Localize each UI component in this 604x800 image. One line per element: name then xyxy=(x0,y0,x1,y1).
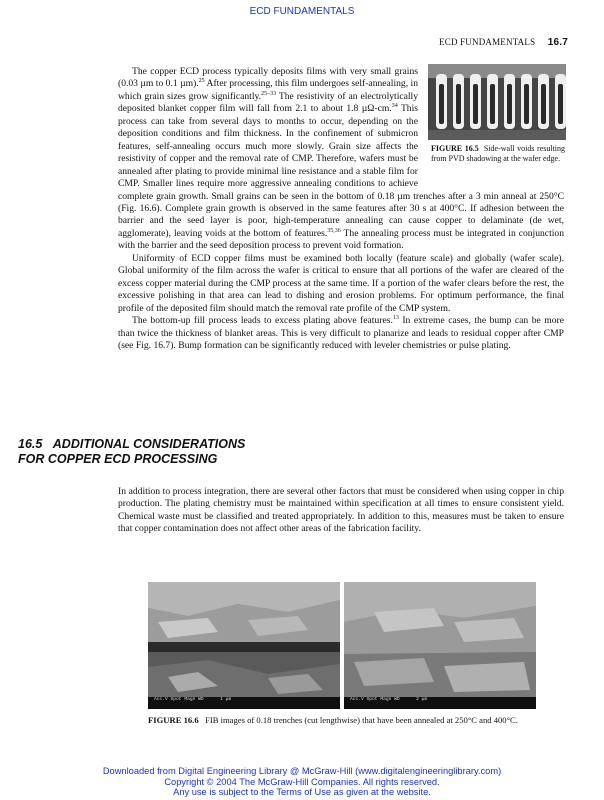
page-number: 16.7 xyxy=(547,37,568,48)
body-text xyxy=(118,66,564,352)
reference-mark: 35,36 xyxy=(327,227,341,234)
footer xyxy=(0,766,604,798)
footer-terms-link[interactable]: Any use is subject to the Terms of Use as given at the website. xyxy=(173,787,431,797)
paragraph-additional-considerations: In addition to process integration, there are several other factors that must be considered when using copper in chip production. The plating chemistry must be maintained within specification at all times to ensure consistent yield. Chemical waste must be classified and treated appropriately. In addition to this, measures must be taken to ensure that copper contamination does not affect other areas of the fabrication facility. xyxy=(118,486,564,535)
section-heading xyxy=(18,437,245,467)
right-scale-label: 2 µm xyxy=(416,697,428,702)
fib-image-400c-graphic xyxy=(344,582,536,709)
figure-16-6-caption xyxy=(148,715,540,726)
figure-16-6-caption-text: FIB images of 0.18 trenches (cut lengthwise) that have been annealed at 250°C and 400°C. xyxy=(205,715,518,725)
figure-16-6-label: FIGURE 16.6 xyxy=(148,715,199,725)
footer-copyright: Copyright © 2004 The McGraw-Hill Companies. All rights reserved. xyxy=(164,776,440,787)
figure-16-5-caption-text: Side-wall voids resulting from PVD shadowing at the wafer edge. xyxy=(431,144,566,163)
running-header xyxy=(439,37,568,48)
paragraph-bottom-up-fill: The bottom-up fill process leads to excess plating above features.$^{13}$ In extreme cases, the bump can be more than twice the thickness of blanket areas. This is very difficult to planarize and leads to residual copper after CMP (see Fig. 16.7). Bump formation can be significantly reduced with leveler chemistries or pulse plating. xyxy=(118,314,564,351)
reference-mark: 13 xyxy=(392,314,399,321)
figure-16-6-left-image xyxy=(148,582,340,709)
figure-float-spacer xyxy=(418,66,564,181)
reference-mark: 25–33 xyxy=(261,90,277,97)
footer-download-link[interactable]: Downloaded from Digital Engineering Library @ McGraw-Hill (www.digitalengineeringlibrary.com) xyxy=(102,766,502,776)
reference-mark: 34 xyxy=(391,103,398,110)
paragraph-self-annealing: The copper ECD process typically deposits films with very small grains (0.03 µm to 0.1 µm).$^{25}$ After processing, this film undergoes self-annealing, in which grain sizes grow significantly.$^{25-33}$ The resistivity of an electrolytically deposited blanket copper film will fall from 2.1 to about 1.8 µΩ-cm.$^{34}$ This process can take from several days to months to occur, depending on the deposition conditions and film thickness. In the confinement of submicron features, self-annealing occurs much more slowly. Grain size affects the resistivity of copper and the removal rate of CMP. Therefore, wafers must be annealed after plating to provide minimal line resistance and a stable film for CMP. Smaller lines require more aggressive annealing conditions to achieve complete grain growth. Small grains can be seen in the bottom of 0.18 µm trenches after a 3 min anneal at 250°C (Fig. 16.6). Complete grain growth is observed in the same features after 30 s at 400°C. If adhesion between the barrier and the seed layer is poor, high-temperature annealing can cause copper to delaminate (de wet, agglomerate), leaving voids at the bottom of features.$^{35,36}$ The annealing process must be integrated in conjunction with the barrier and the seed deposition process to prevent void formation. xyxy=(118,66,564,252)
paragraph-uniformity: Uniformity of ECD copper films must be examined both locally (feature scale) and globally (wafer scale). Global uniformity of the film across the wafer is critical to ensure that all portions of the wafer are cleared of the excess copper material during the CMP process at the same time. If a portion of the wafer clears before the rest, the excessive polishing in that area can lead to dishing and erosion problems. For optimum performance, the final profile of the deposited film should match the removal rate profile of the CMP system. xyxy=(118,252,564,314)
section-body-text xyxy=(118,486,564,536)
reference-mark: 25 xyxy=(198,78,205,85)
figure-16-6-right-image xyxy=(344,582,536,709)
sem-info-bar: Acc.V Spot Magn WD 1 µm xyxy=(148,697,340,709)
running-header-title: ECD FUNDAMENTALS xyxy=(439,37,536,47)
section-heading-line-2: FOR COPPER ECD PROCESSING xyxy=(18,452,218,466)
left-scale-label: 1 µm xyxy=(220,697,232,702)
fib-image-250c-graphic xyxy=(148,582,340,709)
top-banner: ECD FUNDAMENTALS xyxy=(249,6,355,17)
sem-info-bar: Acc.V Spot Magn WD 2 µm xyxy=(344,697,536,709)
section-heading-line-1: 16.5 ADDITIONAL CONSIDERATIONS xyxy=(18,437,246,451)
figure-16-5-label: FIGURE 16.5 xyxy=(431,144,479,153)
